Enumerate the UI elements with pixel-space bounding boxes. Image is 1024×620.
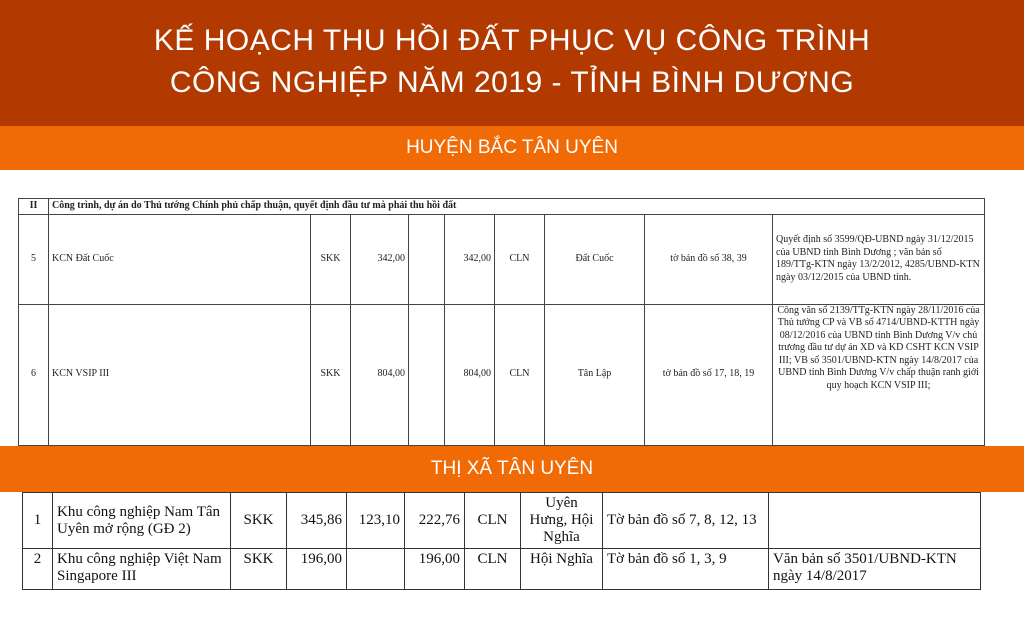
- map-sheet: tờ bản đồ số 17, 18, 19: [645, 304, 773, 445]
- total-area: 345,86: [287, 493, 347, 549]
- table-row: [19, 304, 985, 445]
- section-header-bac-tan-uyen: HUYỆN BẮC TÂN UYÊN: [0, 126, 1024, 170]
- location: Tân Lập: [545, 304, 645, 445]
- project-name: Khu công nghiệp Nam Tân Uyên mở rộng (GĐ 2): [53, 493, 231, 549]
- project-name: KCN VSIP III: [49, 304, 311, 445]
- legal-basis: Quyết định số 3599/QĐ-UBND ngày 31/12/2015 của UBND tỉnh Bình Dương ; văn bản số 189/TTg-KTN ngày 13/2/2012, 4285/UBND-KTN ngày 03/12/2015 của UBND tỉnh.: [773, 214, 985, 304]
- group-title: Công trình, dự án do Thủ tướng Chính phủ chấp thuận, quyết định đầu tư mà phải thu hồi đất: [49, 199, 985, 215]
- row-no: 1: [23, 493, 53, 549]
- area-col5: [409, 304, 445, 445]
- title-line-1: KẾ HOẠCH THU HỒI ĐẤT PHỤC VỤ CÔNG TRÌNH: [153, 24, 871, 57]
- legal-basis: Văn bản số 3501/UBND-KTN ngày 14/8/2017: [769, 549, 981, 590]
- document-table-scan-1: [0, 170, 1024, 446]
- location: Uyên Hưng, Hội Nghĩa: [521, 493, 603, 549]
- table-row: [23, 493, 981, 549]
- area-col6: 804,00: [445, 304, 495, 445]
- land-use: CLN: [495, 304, 545, 445]
- title-line-2: CÔNG NGHIỆP NĂM 2019 - TỈNH BÌNH DƯƠNG: [169, 66, 855, 99]
- map-sheet: tờ bản đồ số 38, 39: [645, 214, 773, 304]
- land-type-code: SKK: [311, 304, 351, 445]
- total-area: 196,00: [287, 549, 347, 590]
- table-row: [19, 214, 985, 304]
- land-type-code: SKK: [231, 549, 287, 590]
- map-sheet: Tờ bản đồ số 7, 8, 12, 13: [603, 493, 769, 549]
- project-name: KCN Đất Cuốc: [49, 214, 311, 304]
- land-use: CLN: [465, 493, 521, 549]
- location: Hội Nghĩa: [521, 549, 603, 590]
- group-no: II: [19, 199, 49, 215]
- row-no: 5: [19, 214, 49, 304]
- document-table-scan-2: [0, 492, 1024, 620]
- total-area: 804,00: [351, 304, 409, 445]
- land-use: CLN: [495, 214, 545, 304]
- area-col6: 196,00: [405, 549, 465, 590]
- land-table-thi-xa-tan-uyen: [22, 492, 981, 590]
- legal-basis: [769, 493, 981, 549]
- area-col5: [347, 549, 405, 590]
- land-table-bac-tan-uyen: [18, 198, 985, 446]
- row-no: 6: [19, 304, 49, 445]
- area-col6: 342,00: [445, 214, 495, 304]
- project-name: Khu công nghiệp Việt Nam Singapore III: [53, 549, 231, 590]
- row-no: 2: [23, 549, 53, 590]
- section-header-thi-xa-tan-uyen: THỊ XÃ TÂN UYÊN: [0, 446, 1024, 492]
- title-banner: [0, 0, 1024, 126]
- area-col5: [409, 214, 445, 304]
- map-sheet: Tờ bản đồ số 1, 3, 9: [603, 549, 769, 590]
- legal-basis: Công văn số 2139/TTg-KTN ngày 28/11/2016 của Thủ tướng CP và VB số 4714/UBND-KTTH ngày 08/12/2016 của UBND tỉnh Bình Dương V/v chủ trương đầu tư dự án XD và KD CSHT KCN VSIP III; VB số 3501/UBND-KTN ngày 14/8/2017 của UBND tỉnh Bình Dương V/v chấp thuận ranh giới quy hoạch KCN VSIP III;: [773, 304, 985, 445]
- total-area: 342,00: [351, 214, 409, 304]
- area-col5: 123,10: [347, 493, 405, 549]
- table-row: [23, 549, 981, 590]
- location: Đất Cuốc: [545, 214, 645, 304]
- land-use: CLN: [465, 549, 521, 590]
- land-type-code: SKK: [231, 493, 287, 549]
- land-type-code: SKK: [311, 214, 351, 304]
- group-header-row: [19, 199, 985, 215]
- area-col6: 222,76: [405, 493, 465, 549]
